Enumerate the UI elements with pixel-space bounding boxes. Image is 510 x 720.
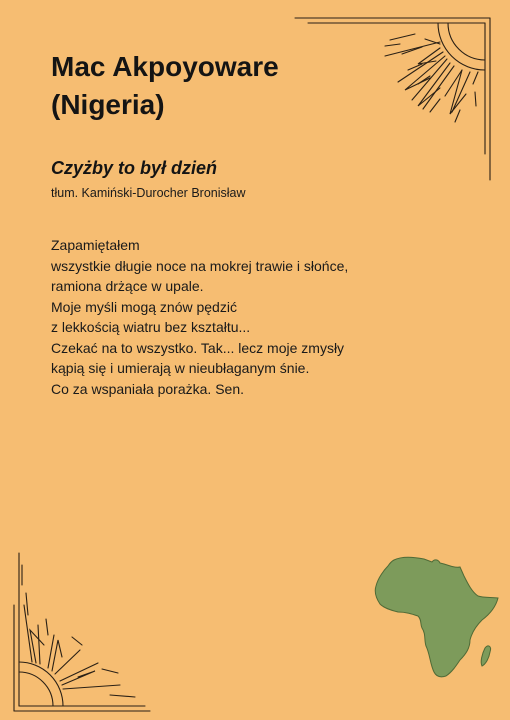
- translator-credit: tłum. Kamiński-Durocher Bronisław: [51, 186, 246, 200]
- africa-map-icon: [372, 554, 502, 684]
- poem-title: Czyżby to był dzień: [51, 158, 218, 178]
- poem-line: kąpią się i umierają w nieubłaganym śnie.: [51, 360, 310, 376]
- poem-line: Co za wspaniała porażka. Sen.: [51, 380, 244, 397]
- sun-rays-corner-icon: [290, 14, 500, 184]
- poem-line: z lekkością wiatru bez kształtu...: [51, 319, 251, 335]
- poem-line: ramiona drżące w upale.: [51, 278, 204, 294]
- author-heading: Mac Akpoyoware (Nigeria): [51, 51, 279, 120]
- poem-body: [51, 235, 431, 399]
- poem-line: wszystkie długie noce na mokrej trawie i słońce,: [51, 257, 349, 274]
- sun-rays-corner-icon: [10, 545, 160, 715]
- poem-line: Moje myśli mogą znów pędzić: [51, 298, 237, 315]
- poem-line: Zapamiętałem: [51, 237, 140, 253]
- poem-line: Czekać na to wszystko. Tak... lecz moje zmysły: [51, 339, 345, 356]
